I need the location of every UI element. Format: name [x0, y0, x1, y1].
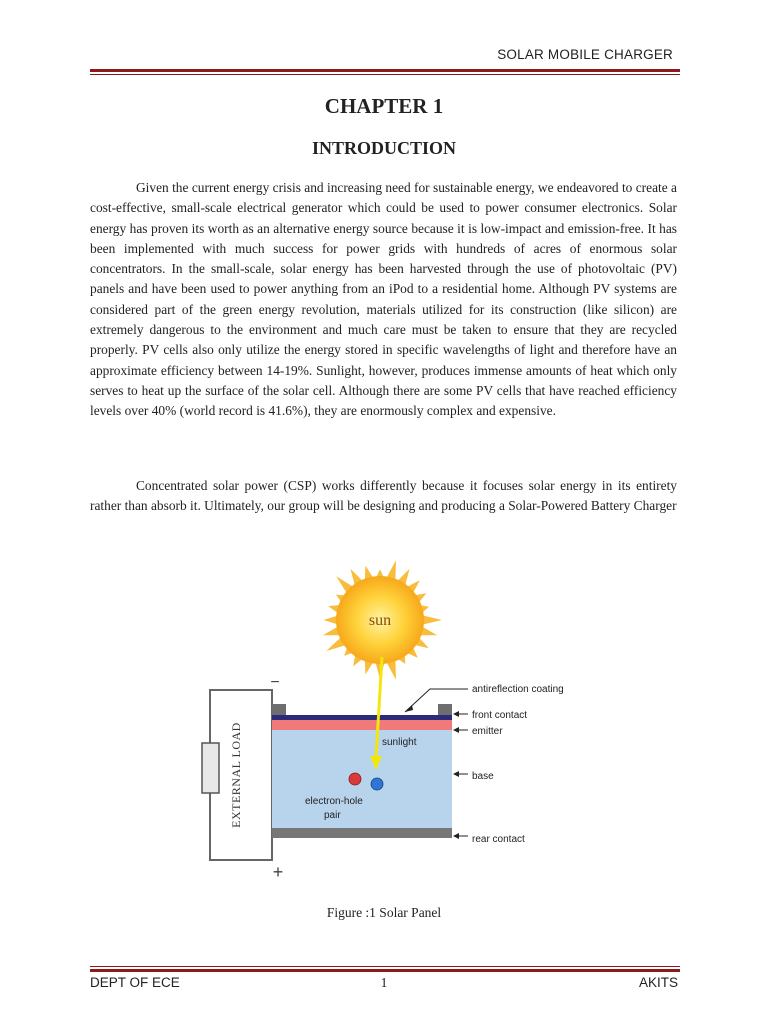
arrowhead [453, 833, 459, 839]
paragraph-text: Given the current energy crisis and increasing need for sustainable energy, we endeavored to create a cost-effective, small-scale electrical generator which could be used to power consumer electronics. Solar energy has proven its worth as an alternative energy source because it is low-impact and emission-free. It has been implemented with much success for power grids with hundreds of acres of enormous solar concentrators. In the small-scale, solar energy has been harvested through the use of photovoltaic (PV) panels and have been used to power anything from an iPod to a residential home. Although PV systems are considered part of the green energy revolution, materials utilized for its construction (like silicon) are extremely dangerous to the environment and much care must be taken to ensure that they are recycled properly. PV cells also only utilize the energy stored in specific wavelengths of light and therefore have an approximate efficiency between 14-19%. Sunlight, however, produces immense amounts of heat which only serves to heat up the surface of the solar cell. Although there are some PV cells that have reached efficiency levels over 40% (world record is 41.6%), they are enormously complex and expensive. [90, 180, 677, 419]
arrowhead [453, 771, 459, 777]
pair-label: pair [324, 810, 341, 821]
plus-sign: + [272, 862, 284, 882]
external-load-circuit [202, 674, 283, 882]
electron-icon [349, 773, 361, 785]
label-front-contact: front contact [472, 710, 528, 721]
label-emitter: emitter [472, 726, 503, 737]
arrowhead [405, 705, 413, 712]
external-load-label: EXTERNAL LOAD [229, 722, 243, 828]
label-antireflection: antireflection coating [472, 684, 564, 695]
figure-caption: Figure :1 Solar Panel [326, 905, 442, 920]
header-rule [90, 69, 680, 72]
footer-college: AKITS [638, 975, 678, 990]
chapter-title: CHAPTER 1 [324, 94, 444, 118]
minus-sign: − [270, 674, 280, 691]
front-contact-left [272, 704, 286, 715]
arrowhead [453, 727, 459, 733]
antireflection-coating [272, 715, 452, 720]
header-rule-thin [90, 74, 680, 75]
front-contact-right [438, 704, 452, 715]
body-paragraph-2 [90, 476, 677, 517]
electron-hole-label: electron-hole [305, 796, 363, 807]
section-title: INTRODUCTION [311, 138, 457, 158]
label-rear-contact: rear contact [472, 834, 525, 845]
sunlight-label: sunlight [382, 737, 417, 748]
body-paragraph-1 [90, 178, 677, 422]
emitter-layer [272, 720, 452, 730]
footer-department: DEPT OF ECE [90, 975, 180, 990]
header-title: SOLAR MOBILE CHARGER [497, 47, 673, 62]
footer-rule-thin [90, 966, 680, 967]
solar-panel-figure [200, 560, 600, 890]
footer-rule [90, 969, 680, 972]
resistor-icon [202, 743, 219, 793]
rear-contact [272, 828, 452, 838]
arrowhead [453, 711, 459, 717]
paragraph-text: Concentrated solar power (CSP) works differently because it focuses solar energy in its entirety rather than absorb it. Ultimately, our group will be designing and producing a Solar-Powered Battery Charger [90, 478, 677, 514]
label-base: base [472, 771, 494, 782]
hole-icon [371, 778, 383, 790]
base-layer [272, 715, 452, 830]
sun-label: sun [368, 612, 392, 629]
solar-cell [272, 704, 452, 838]
page-number: 1 [380, 975, 388, 990]
